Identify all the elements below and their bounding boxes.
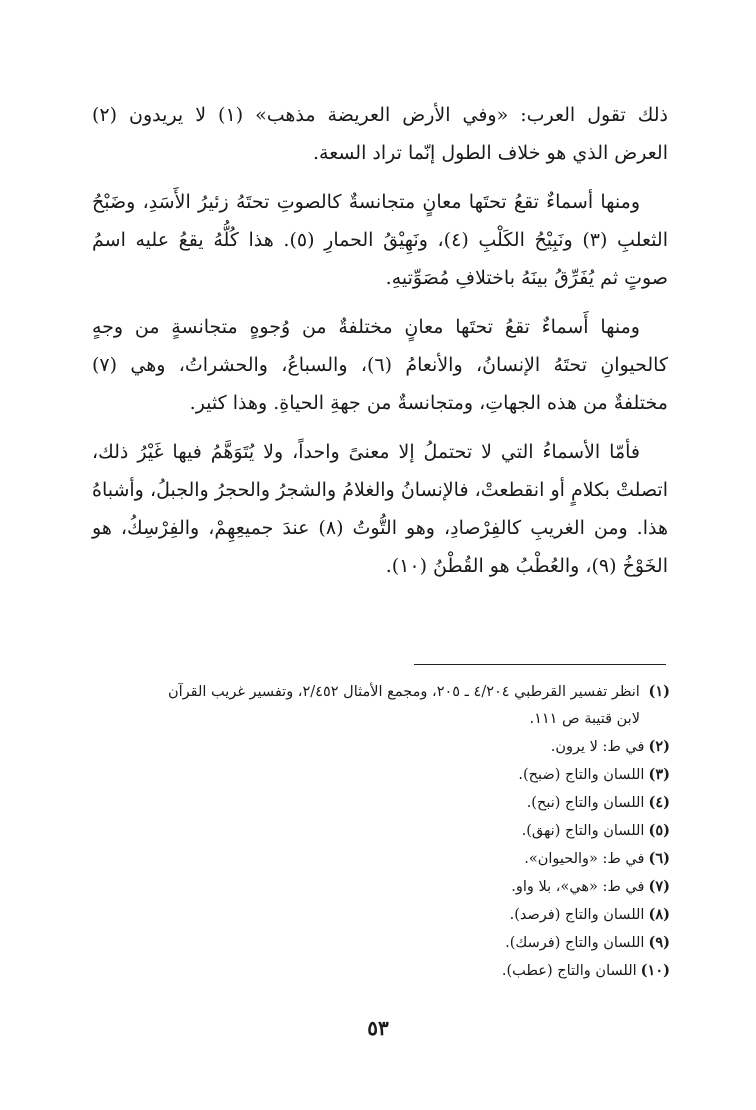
- footnote-2: [94, 733, 670, 761]
- footnote-number: (١٠): [640, 962, 670, 979]
- footnote-7: [94, 873, 670, 901]
- footnote-text: اللسان والتاج (نبح).: [526, 795, 645, 811]
- footnote-text: اللسان والتاج (ضبح).: [518, 767, 645, 783]
- page-number: ٥٣: [367, 1016, 389, 1040]
- footnote-number: (٧): [648, 878, 670, 895]
- footnote-number: (٥): [648, 822, 670, 839]
- footnote-text: في ط: «والحيوان».: [524, 851, 645, 867]
- footnote-10: [94, 957, 670, 985]
- footnote-number: (٦): [648, 850, 670, 867]
- footnote-4: [94, 789, 670, 817]
- paragraph-3: ومنها أَسماءٌ تقعُ تحتَها معانٍ مختلفةٌ من وُجوهٍ متجانسةٍ من وجهٍ كالحيوانِ تحتَهُ الإنسانُ، والأنعامُ (٦)، والسباعُ، والحشراتُ، وهي (٧) مختلفةٌ من هذه الجهاتِ، ومتجانسةٌ من جهةِ الحياةِ. وهذا كثير.: [92, 316, 668, 414]
- footnote-3: [94, 761, 670, 789]
- footnote-5: [94, 817, 670, 845]
- footnote-text: انظر تفسير القرطبي ٤/٢٠٤ ـ ٢٠٥، ومجمع الأمثال ٢/٤٥٢، وتفسير غريب القرآن: [167, 684, 640, 700]
- paragraph-2: ومنها أسماءٌ تقعُ تحتَها معانٍ متجانسةٌ كالصوتِ تحتَهُ زئيرُ الأَسَدِ، وضَبْحُ الثعلبِ (٣) ونَبِيْحُ الكَلْبِ (٤)، ونَهِيْقُ الحمارِ (٥). هذا كُلُّهُ يقعُ عليه اسمُ صوتٍ ثم يُفَرِّقُ بينَهُ باختلافِ مُصَوِّتيهِ.: [92, 191, 668, 289]
- footnote-9: [94, 929, 670, 957]
- footnote-number: (٢): [648, 738, 670, 755]
- footnote-8: [94, 901, 670, 929]
- footnote-text: اللسان والتاج (فرصد).: [509, 907, 645, 923]
- footnote-number: (٤): [648, 794, 670, 811]
- paragraph-1: ذلك تقول العرب: «وفي الأرض العريضة مذهب» (١) لا يريدون (٢) العرض الذي هو خلاف الطول إنّما تراد السعة.: [92, 104, 668, 164]
- footnote-number: (٩): [648, 934, 670, 951]
- footnote-text: اللسان والتاج (فرسك).: [505, 935, 645, 951]
- footnote-continuation: لابن قتيبة ص ١١١.: [529, 711, 640, 727]
- footnote-1: [94, 678, 670, 733]
- footnote-divider: [414, 664, 666, 665]
- footnote-text: اللسان والتاج (نهق).: [521, 823, 645, 839]
- footnote-number: (٣): [648, 766, 670, 783]
- paragraph-4: فأمّا الأسماءُ التي لا تحتملُ إلا معنىً واحداً، ولا يُتَوَهَّمُ فيها غَيْرُ ذلك، اتصلتْ بكلامٍ أو انقطعتْ، فالإنسانُ والغلامُ والشجرُ والحجرُ والجبلُ، وأشباهُ هذا. ومن الغريبِ كالفِرْصادِ، وهو التُّوتُ (٨) عندَ جميعِهِمْ، والفِرْسِكُ، هو الخَوْخُ (٩)، والعُطْبُ هو القُطْنُ (١٠).: [92, 441, 668, 577]
- footnote-text: اللسان والتاج (عطب).: [501, 963, 637, 979]
- footnote-text: في ط: لا يرون.: [550, 739, 645, 755]
- footnote-text: في ط: «هي»، بلا واو.: [511, 879, 645, 895]
- footnotes: [94, 678, 670, 985]
- footnote-number: (٨): [648, 906, 670, 923]
- main-text: [92, 96, 668, 596]
- footnote-number: (١): [648, 683, 670, 700]
- footnote-6: [94, 845, 670, 873]
